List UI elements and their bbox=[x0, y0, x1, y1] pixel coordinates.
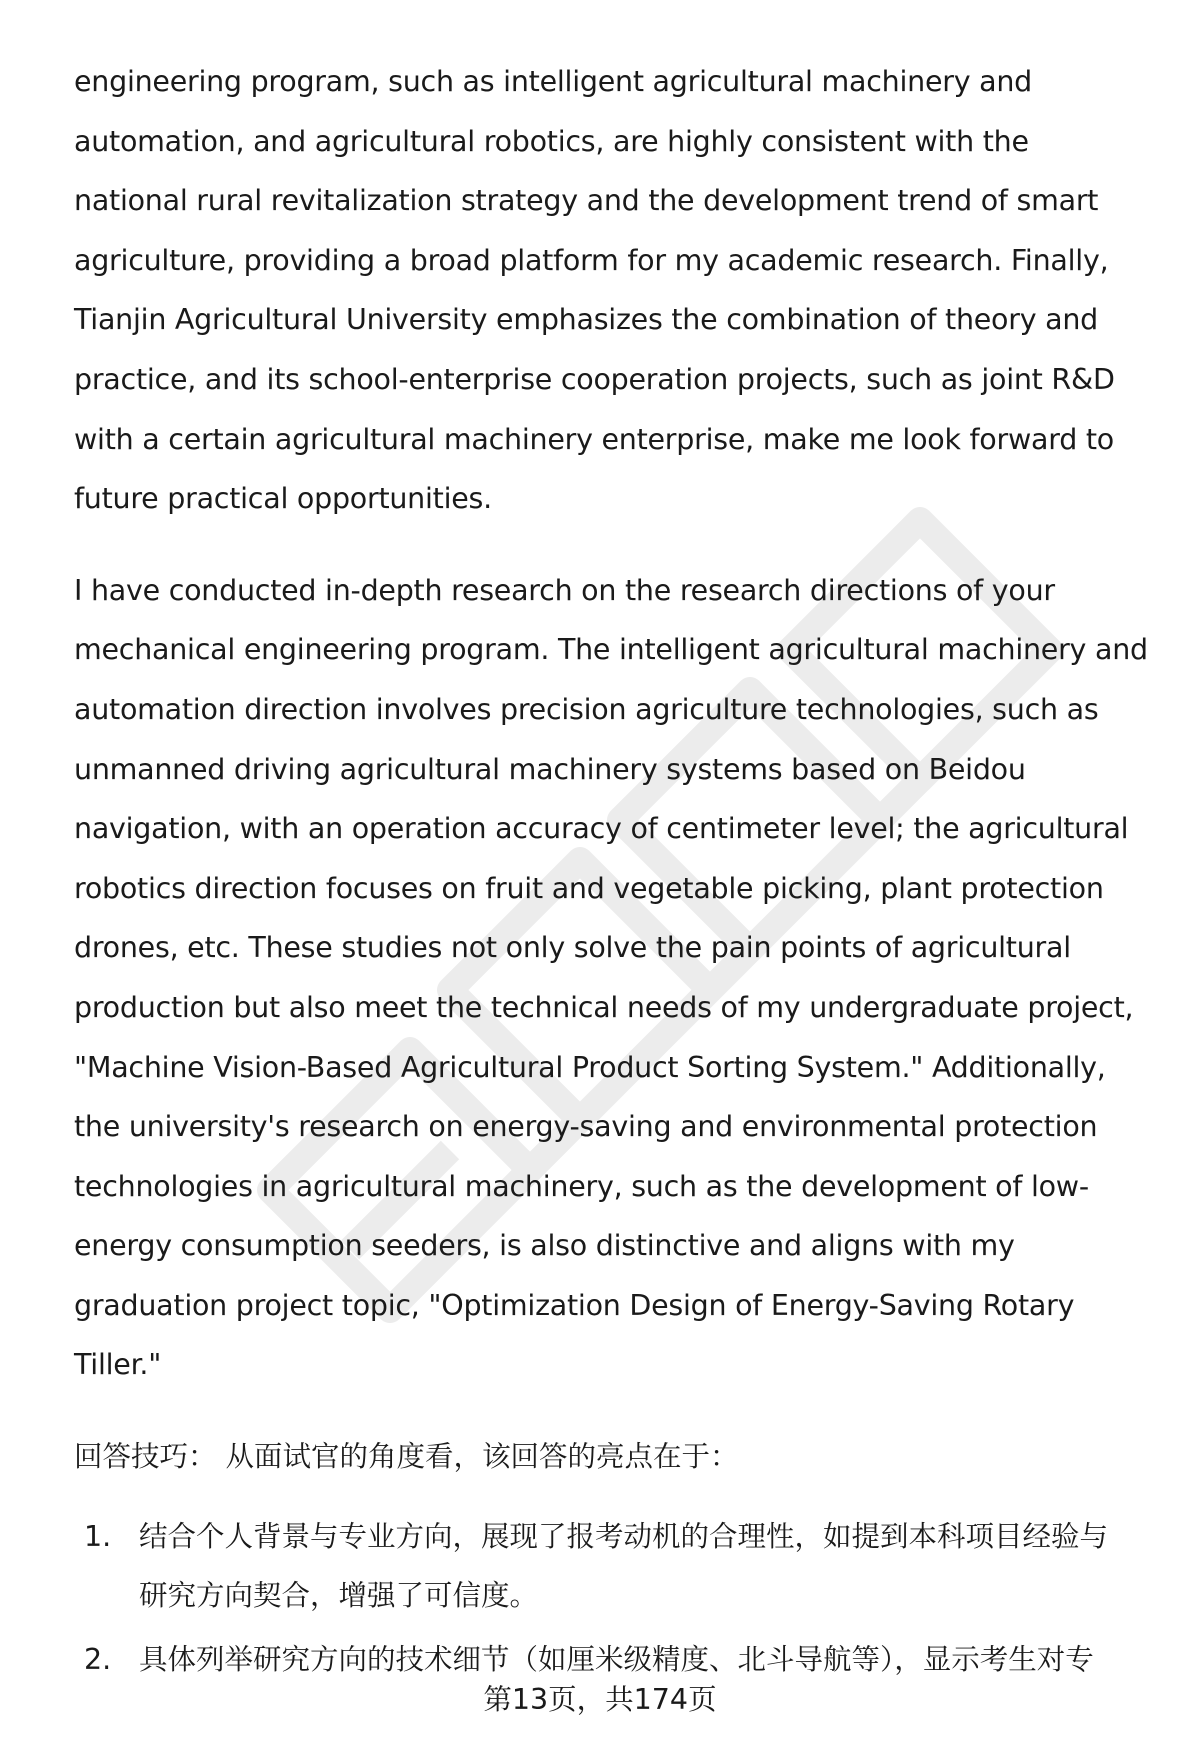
document-body bbox=[74, 52, 1160, 1693]
text-line: I have conducted in-depth research on the research directions of your bbox=[74, 573, 1055, 607]
text-line: robotics direction focuses on fruit and vegetable picking, plant protection bbox=[74, 871, 1104, 905]
tips-heading: 回答技巧： 从面试官的角度看，该回答的亮点在于： bbox=[74, 1440, 739, 1474]
text-line: 结合个人背景与专业方向，展现了报考动机的合理性，如提到本科项目经验与 bbox=[139, 1519, 1109, 1553]
text-line: graduation project topic, "Optimization Design of Energy-Saving Rotary bbox=[74, 1288, 1075, 1322]
list-item-number: 1. bbox=[84, 1519, 112, 1553]
tips-list bbox=[74, 1507, 1160, 1690]
paragraph-1 bbox=[74, 52, 1160, 529]
text-line: engineering program, such as intelligent agricultural machinery and bbox=[74, 65, 1033, 98]
text-line: national rural revitalization strategy and the development trend of smart bbox=[74, 184, 1099, 218]
text-line: energy consumption seeders, is also distinctive and aligns with my bbox=[74, 1229, 1015, 1263]
text-line: Tiller." bbox=[74, 1348, 162, 1382]
text-line: future practical opportunities. bbox=[74, 482, 492, 516]
text-line: "Machine Vision-Based Agricultural Product Sorting System." Additionally, bbox=[74, 1050, 1106, 1084]
text-line: mechanical engineering program. The intelligent agricultural machinery and bbox=[74, 633, 1148, 667]
text-line: the university's research on energy-saving and environmental protection bbox=[74, 1110, 1098, 1144]
text-line: production but also meet the technical needs of my undergraduate project, bbox=[74, 990, 1134, 1024]
text-line: 具体列举研究方向的技术细节（如厘米级精度、北斗导航等），显示考生对专 bbox=[139, 1642, 1094, 1676]
page-indicator: 第13页，共174页 bbox=[483, 1683, 717, 1716]
text-line: practice, and its school-enterprise cooperation projects, such as joint R&D bbox=[74, 362, 1115, 396]
text-line: drones, etc. These studies not only solve the pain points of agricultural bbox=[74, 931, 1071, 965]
text-line: Tianjin Agricultural University emphasizes the combination of theory and bbox=[74, 303, 1099, 337]
text-line: automation direction involves precision agriculture technologies, such as bbox=[74, 692, 1099, 726]
list-item bbox=[84, 1507, 1160, 1626]
text-line: technologies in agricultural machinery, such as the development of low- bbox=[74, 1169, 1089, 1203]
text-line: navigation, with an operation accuracy of centimeter level; the agricultural bbox=[74, 812, 1129, 846]
text-line: agriculture, providing a broad platform for my academic research. Finally, bbox=[74, 243, 1109, 277]
text-line: with a certain agricultural machinery enterprise, make me look forward to bbox=[74, 422, 1114, 456]
paragraph-2 bbox=[74, 561, 1160, 1395]
text-line: unmanned driving agricultural machinery systems based on Beidou bbox=[74, 752, 1026, 786]
list-item-number: 2. bbox=[84, 1642, 112, 1676]
text-line: 研究方向契合，增强了可信度。 bbox=[139, 1579, 539, 1613]
text-line: automation, and agricultural robotics, are highly consistent with the bbox=[74, 124, 1029, 158]
